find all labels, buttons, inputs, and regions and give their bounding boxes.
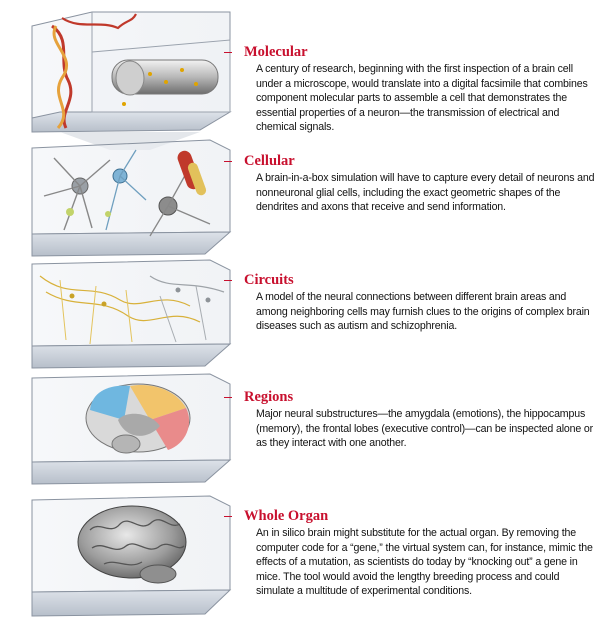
box-cellular [32, 140, 230, 256]
callout-pointer [224, 516, 232, 517]
section-text: Major neural substructures—the amygdala (emotions), the hippocampus (memory), the frontal lobes (executive control)—can be inspected alone or as they interact with one another. [256, 408, 594, 450]
section-title: Circuits [244, 272, 294, 288]
section-title: Cellular [244, 153, 295, 169]
level-illustration [0, 0, 234, 624]
section-title: Whole Organ [244, 508, 329, 524]
section-text: An in silico brain might substitute for the actual organ. By removing the computer code for a “gene,” the virtual system can, for instance, mimic the effects of a mutation, as scientists do today by “knocking out” a gene in mice. The tool would avoid the lengthy breeding process and could simulate a multitude of experimental conditions. [256, 527, 593, 598]
section-text: A century of research, beginning with the first inspection of a brain cell under a microscope, would translate into a digital facsimile that combines component molecular parts to assemble a cell that demonstrates the essential properties of a neuron—the transmission of electrical and chemical signals. [256, 63, 588, 134]
section-circuits [234, 272, 600, 334]
callout-pointer [224, 280, 232, 281]
section-whole-organ [234, 508, 600, 599]
callout-pointer [224, 52, 232, 53]
section-cellular [234, 153, 600, 215]
section-title: Regions [244, 389, 294, 405]
section-text: A brain-in-a-box simulation will have to capture every detail of neurons and nonneuronal glial cells, including the exact geometric shapes of the dendrites and axons that receive and send information. [256, 172, 595, 214]
section-text: A model of the neural connections between different brain areas and among neighboring cells may furnish clues to the origins of complex brain diseases such as autism and schizophrenia. [256, 291, 590, 333]
box-circuits [32, 260, 230, 368]
box-regions [32, 374, 230, 484]
section-regions [234, 389, 600, 451]
callout-pointer [224, 161, 232, 162]
callout-pointer [224, 397, 232, 398]
box-whole-organ [32, 496, 230, 616]
section-title: Molecular [244, 44, 308, 60]
box-molecular [32, 12, 230, 150]
section-molecular [234, 44, 600, 135]
brain-regions-icon [86, 384, 190, 453]
